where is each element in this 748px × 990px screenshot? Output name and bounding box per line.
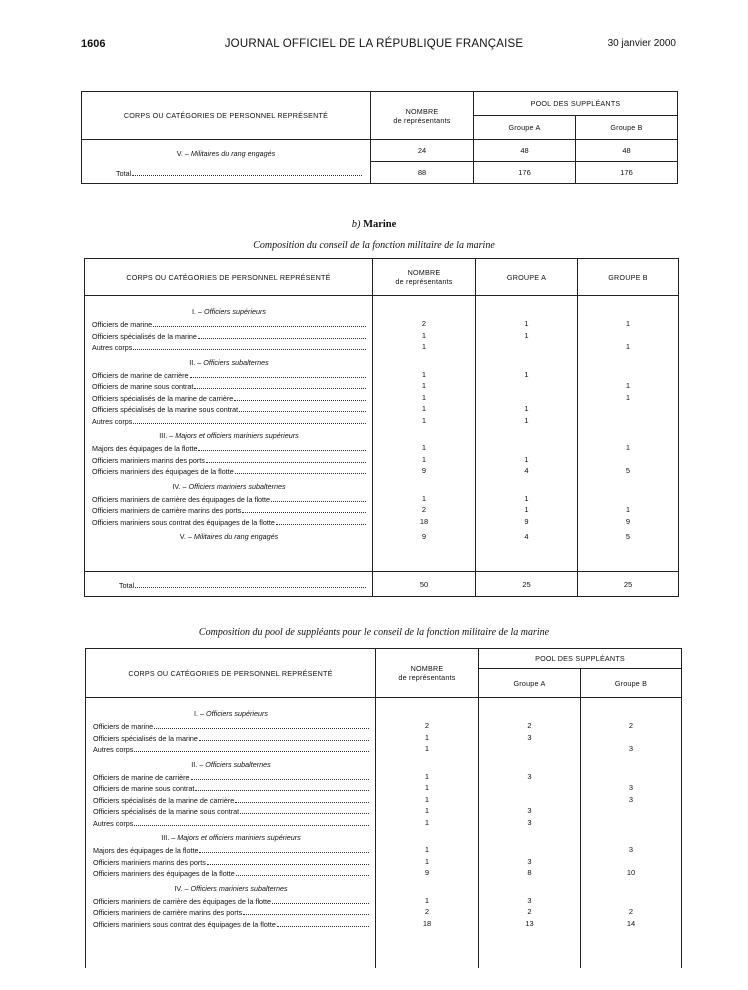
table-row-label	[93, 918, 369, 930]
cell-value	[476, 305, 577, 318]
leader-dots	[240, 805, 369, 814]
cell-value: 1	[625, 381, 631, 390]
cell-value	[581, 817, 681, 829]
leader-dots	[235, 465, 366, 474]
cell-value: 9	[424, 868, 430, 877]
col-nombre-line1: NOMBRE	[407, 268, 441, 277]
value-stack	[581, 698, 681, 929]
cell-value: 4	[524, 466, 529, 475]
table-row-label	[92, 341, 366, 353]
section-label: Militaires du rang engagés	[190, 149, 276, 159]
cell-value: 2	[527, 907, 532, 916]
table-row-label	[93, 867, 369, 879]
row-label: Majors des équipages de la flotte	[93, 846, 199, 855]
row-label: Officiers de marine sous contrat	[93, 784, 195, 793]
table-row-label	[92, 369, 366, 381]
table-row-label	[92, 403, 366, 415]
table-row-label	[92, 454, 366, 466]
section-label: Officiers mariniers subalternes	[188, 481, 286, 491]
col-nombre	[371, 92, 474, 140]
cell-value: 3	[628, 744, 634, 753]
cell-value: 5	[625, 532, 631, 541]
table-row-label	[93, 856, 369, 868]
section-title	[92, 480, 366, 493]
col-groupe-a: Groupe A	[479, 669, 581, 698]
cell-value: 1	[421, 493, 427, 503]
row-label: Officiers spécialisés de la marine	[93, 733, 198, 743]
section-label: Officiers supérieurs	[204, 307, 266, 316]
cell-value	[581, 805, 681, 817]
row-label: Officiers spécialisés de la marine de carrière	[92, 393, 234, 403]
table-row-label	[93, 805, 369, 817]
nombre-column	[373, 296, 476, 572]
table-row-label	[93, 906, 369, 918]
cell-value	[373, 305, 475, 318]
table-conseil-marine	[84, 258, 679, 597]
section-title	[92, 305, 366, 318]
cell-value	[476, 341, 577, 353]
cell-value	[476, 392, 577, 404]
cell-value: 48	[474, 140, 576, 162]
cell-value: 1	[524, 415, 529, 425]
cell-value	[373, 429, 475, 442]
leader-dots	[272, 895, 369, 904]
total-label: Total	[116, 168, 132, 178]
table-row-label	[93, 732, 369, 744]
journal-title: JOURNAL OFFICIEL DE LA RÉPUBLIQUE FRANÇAISE	[224, 38, 524, 50]
cell-value: 1	[424, 845, 430, 854]
cell-value	[578, 330, 678, 342]
cell-value	[578, 369, 678, 381]
cell-value	[578, 356, 678, 369]
cell-value: 3	[527, 817, 532, 827]
cell-value	[376, 882, 478, 895]
leader-dots	[234, 392, 366, 401]
section-label: Officiers mariniers subalternes	[190, 883, 288, 893]
col-corps: CORPS OU CATÉGORIES DE PERSONNEL REPRÉSENTÉ	[85, 259, 373, 296]
cell-value	[581, 758, 681, 771]
section-numeral: III. –	[159, 431, 174, 440]
cell-value	[578, 480, 678, 493]
value-stack	[578, 296, 678, 543]
col-groupe-b: Groupe B	[581, 669, 682, 698]
page-number: 1606	[81, 38, 106, 50]
cell-value: 2	[421, 319, 427, 328]
cell-total: 25	[476, 572, 578, 597]
cell-value	[479, 743, 580, 755]
section-numeral: IV. –	[172, 481, 187, 491]
table-row-label	[93, 771, 369, 783]
cell-value	[581, 707, 681, 720]
section-title	[92, 356, 366, 369]
section-title	[82, 140, 371, 162]
cell-value: 5	[625, 466, 631, 475]
cell-value: 1	[424, 806, 430, 815]
section-title	[92, 530, 366, 543]
cell-value: 1	[625, 443, 631, 452]
cell-value: 1	[524, 330, 529, 340]
cell-value	[581, 882, 681, 895]
table-row-label	[92, 442, 366, 454]
groupe-a-column	[479, 698, 581, 968]
cell-value: 1	[421, 330, 427, 340]
cell-value	[479, 831, 580, 844]
cell-value: 1	[421, 369, 427, 379]
cell-value	[376, 831, 478, 844]
value-stack	[479, 698, 580, 929]
cell-value: 1	[524, 505, 529, 514]
heading-conseil: Composition du conseil de la fonction militaire de la marine	[253, 240, 495, 251]
table-row-label	[92, 504, 366, 516]
row-label: Officiers mariniers sous contrat des équipages de la flotte	[92, 517, 275, 527]
cell-value: 1	[424, 856, 430, 866]
leader-dots	[154, 720, 369, 729]
section-title	[93, 758, 369, 771]
cell-value	[578, 415, 678, 427]
cell-value	[373, 356, 475, 369]
cell-value	[479, 794, 580, 806]
cell-value	[476, 429, 577, 442]
cell-value	[578, 429, 678, 442]
table-row-label	[93, 720, 369, 732]
row-label: Autres corps	[92, 343, 133, 352]
cell-value: 1	[424, 744, 430, 753]
row-label: Officiers de marine	[92, 320, 153, 329]
col-pool: POOL DES SUPPLÉANTS	[479, 649, 682, 669]
cell-value: 1	[625, 342, 631, 351]
cell-value: 1	[421, 415, 427, 425]
cell-value	[479, 758, 580, 771]
cell-value: 9	[421, 532, 427, 541]
row-label: Officiers spécialisés de la marine sous contrat	[92, 405, 239, 414]
cell-value: 48	[576, 140, 678, 162]
row-label: Officiers mariniers de carrière marins des ports	[92, 506, 242, 515]
cell-value	[479, 707, 580, 720]
col-nombre-line2: de représentants	[393, 115, 451, 125]
row-label: Officiers mariniers de carrière des équipages de la flotte	[93, 896, 272, 906]
value-stack	[373, 296, 475, 543]
section-title	[93, 831, 369, 844]
section-numeral: II. –	[191, 759, 204, 769]
cell-value: 1	[424, 794, 430, 804]
row-label: Officiers spécialisés de la marine sous contrat	[93, 807, 240, 816]
row-label: Majors des équipages de la flotte	[92, 444, 198, 453]
leader-dots	[132, 167, 362, 176]
table-armee-terre-end	[81, 91, 678, 184]
groupe-b-column	[581, 698, 682, 968]
cell-value	[578, 403, 678, 415]
row-label: Officiers spécialisés de la marine	[92, 331, 197, 341]
row-label: Officiers mariniers des équipages de la flotte	[93, 869, 235, 878]
leader-dots	[134, 743, 369, 752]
row-label: Officiers mariniers sous contrat des équipages de la flotte	[93, 919, 276, 929]
cell-value: 18	[419, 516, 429, 526]
groupe-a-column	[476, 296, 578, 572]
value-stack	[376, 698, 478, 929]
col-groupe-b: Groupe B	[576, 116, 678, 140]
leader-dots	[133, 341, 366, 350]
cell-value: 2	[424, 907, 430, 916]
cell-value	[479, 882, 580, 895]
col-nombre-line2: de représentants	[398, 673, 456, 682]
col-nombre-line2: de représentants	[395, 277, 453, 286]
section-label: Majors et officiers mariniers supérieurs	[175, 431, 299, 440]
col-nombre	[376, 649, 479, 698]
col-nombre-line1: NOMBRE	[405, 106, 439, 116]
leader-dots	[198, 330, 366, 339]
cell-value	[581, 732, 681, 744]
cell-value: 3	[628, 783, 634, 792]
cell-value: 1	[424, 817, 430, 827]
cell-value: 1	[424, 771, 430, 781]
row-label: Officiers mariniers marins des ports	[93, 857, 206, 867]
cell-value	[476, 356, 577, 369]
cell-value: 3	[527, 895, 532, 905]
table-row-label	[92, 330, 366, 342]
cell-value: 14	[626, 918, 636, 928]
table-row-label	[92, 465, 366, 477]
cell-value: 3	[527, 856, 532, 866]
cell-value	[581, 856, 681, 868]
leader-dots	[190, 369, 366, 378]
cell-value	[376, 707, 478, 720]
leader-dots	[207, 856, 369, 865]
col-corps: CORPS OU CATÉGORIES DE PERSONNEL REPRÉSENTÉ	[82, 92, 371, 140]
section-label: Officiers subalternes	[203, 357, 269, 367]
section-heading-marine	[0, 219, 748, 230]
labels-column	[85, 296, 373, 572]
section-title	[92, 429, 366, 442]
cell-value: 2	[421, 505, 427, 514]
table-row-label	[92, 318, 366, 330]
section-numeral: III. –	[161, 833, 176, 842]
total-label: Total	[119, 580, 135, 590]
leader-dots	[199, 844, 369, 853]
cell-total: 50	[373, 572, 476, 597]
table-row-label	[92, 493, 366, 505]
section-label: Majors et officiers mariniers supérieurs	[177, 833, 301, 842]
leader-dots	[242, 504, 366, 513]
cell-total: 88	[371, 162, 474, 184]
section-title	[93, 707, 369, 720]
cell-value: 1	[421, 404, 427, 413]
table-row-label	[92, 380, 366, 392]
cell-value: 18	[422, 918, 432, 928]
cell-value: 1	[524, 404, 529, 413]
leader-dots	[276, 516, 366, 525]
table-row-label	[93, 895, 369, 907]
cell-value	[581, 771, 681, 783]
section-numeral: V. –	[179, 532, 192, 541]
cell-value: 9	[625, 516, 631, 526]
col-groupe-b: GROUPE B	[578, 259, 679, 296]
table-row-label	[92, 415, 366, 427]
labels-column	[86, 698, 376, 968]
cell-value: 1	[424, 732, 430, 742]
row-label: Officiers de marine de carrière	[93, 772, 190, 782]
leader-dots	[199, 732, 369, 741]
cell-value: 1	[421, 443, 427, 452]
table-row-label	[93, 782, 369, 794]
heading-pool: Composition du pool de suppléants pour le conseil de la fonction militaire de la marine	[198, 627, 550, 638]
total-row-label	[82, 162, 371, 184]
cell-value: 3	[527, 771, 532, 781]
row-label: Autres corps	[93, 818, 134, 828]
cell-value: 1	[421, 381, 427, 390]
leader-dots	[236, 867, 369, 876]
table-row-label	[93, 794, 369, 806]
row-label: Autres corps	[93, 745, 134, 754]
section-label: Officiers subalternes	[205, 759, 271, 769]
nombre-column	[376, 698, 479, 968]
table-pool-marine	[85, 648, 682, 968]
cell-value: 4	[524, 532, 529, 541]
marine-title: Marine	[363, 219, 397, 230]
row-label: Officiers mariniers marins des ports	[92, 455, 205, 465]
table-row-label	[93, 844, 369, 856]
cell-value: 13	[525, 918, 534, 928]
cell-value: 1	[625, 319, 631, 328]
cell-value	[581, 831, 681, 844]
cell-value: 1	[424, 783, 430, 792]
cell-value: 3	[628, 845, 634, 854]
cell-value	[476, 480, 577, 493]
cell-value	[373, 480, 475, 493]
leader-dots	[191, 771, 369, 780]
cell-total: 176	[474, 162, 576, 184]
cell-value: 2	[628, 721, 634, 730]
row-label: Officiers de marine	[93, 722, 154, 731]
cell-value: 8	[527, 868, 532, 877]
section-title	[93, 882, 369, 895]
cell-value: 1	[421, 392, 427, 402]
cell-value: 9	[421, 466, 427, 475]
leader-dots	[277, 918, 369, 927]
cell-value: 1	[524, 454, 529, 464]
col-nombre-line1: NOMBRE	[410, 664, 444, 673]
section-label: Officiers supérieurs	[206, 709, 268, 718]
value-stack	[476, 296, 577, 543]
cell-value	[578, 305, 678, 318]
section-numeral: I. –	[194, 709, 205, 718]
cell-total: 25	[578, 572, 679, 597]
section-numeral: IV. –	[174, 883, 189, 893]
cell-value: 1	[421, 342, 427, 351]
cell-value: 3	[628, 794, 634, 804]
col-nombre	[373, 259, 476, 296]
leader-dots	[133, 415, 366, 424]
cell-value	[376, 758, 478, 771]
cell-value: 3	[527, 806, 532, 815]
cell-value	[479, 782, 580, 794]
leader-dots	[206, 454, 366, 463]
section-numeral: II. –	[189, 357, 202, 367]
col-pool: POOL DES SUPPLÉANTS	[474, 92, 678, 116]
leader-dots	[153, 318, 366, 327]
cell-value	[476, 380, 577, 392]
table-row-label	[93, 817, 369, 829]
row-label: Officiers de marine sous contrat	[92, 382, 194, 391]
leader-dots	[198, 442, 366, 451]
cell-value	[479, 844, 580, 856]
cell-value: 1	[421, 454, 427, 464]
marine-prefix: b)	[351, 219, 361, 230]
cell-value	[578, 493, 678, 505]
cell-value: 2	[424, 721, 430, 730]
leader-dots	[134, 817, 369, 826]
cell-value: 9	[524, 516, 529, 526]
leader-dots	[235, 794, 369, 803]
cell-value: 1	[424, 895, 430, 905]
cell-value: 3	[527, 732, 532, 742]
row-label: Officiers spécialisés de la marine de carrière	[93, 795, 235, 805]
row-label: Officiers mariniers de carrière des équipages de la flotte	[92, 494, 271, 504]
col-groupe-a: GROUPE A	[476, 259, 578, 296]
cell-value: 1	[625, 505, 631, 514]
cell-total: 176	[576, 162, 678, 184]
row-label: Autres corps	[92, 416, 133, 426]
table-row-label	[92, 392, 366, 404]
leader-dots	[194, 380, 366, 389]
leader-dots	[243, 906, 369, 915]
cell-value	[476, 442, 577, 454]
leader-dots	[135, 579, 366, 588]
cell-value	[581, 895, 681, 907]
cell-value: 24	[371, 140, 474, 162]
cell-value: 1	[524, 319, 529, 328]
row-label: Officiers mariniers de carrière marins des ports	[93, 908, 243, 917]
leader-dots	[239, 403, 366, 412]
cell-value: 2	[628, 907, 634, 916]
section-label: Militaires du rang engagés	[193, 532, 279, 541]
col-groupe-a: Groupe A	[474, 116, 576, 140]
cell-value: 10	[626, 868, 636, 877]
cell-value: 1	[524, 369, 529, 379]
leader-dots	[271, 493, 366, 502]
table-row-label	[93, 743, 369, 755]
issue-date: 30 janvier 2000	[607, 38, 676, 49]
cell-value: 1	[524, 493, 529, 503]
cell-value: 2	[527, 721, 532, 730]
cell-value: 1	[625, 392, 631, 402]
leader-dots	[195, 782, 369, 791]
col-corps: CORPS OU CATÉGORIES DE PERSONNEL REPRÉSENTÉ	[86, 649, 376, 698]
table-row-label	[92, 516, 366, 528]
row-label: Officiers mariniers des équipages de la flotte	[92, 467, 234, 476]
total-row-label	[85, 572, 373, 597]
section-numeral: V. –	[176, 149, 189, 159]
groupe-b-column	[578, 296, 679, 572]
row-label: Officiers de marine de carrière	[92, 370, 189, 380]
section-numeral: I. –	[192, 307, 203, 316]
cell-value	[578, 454, 678, 466]
